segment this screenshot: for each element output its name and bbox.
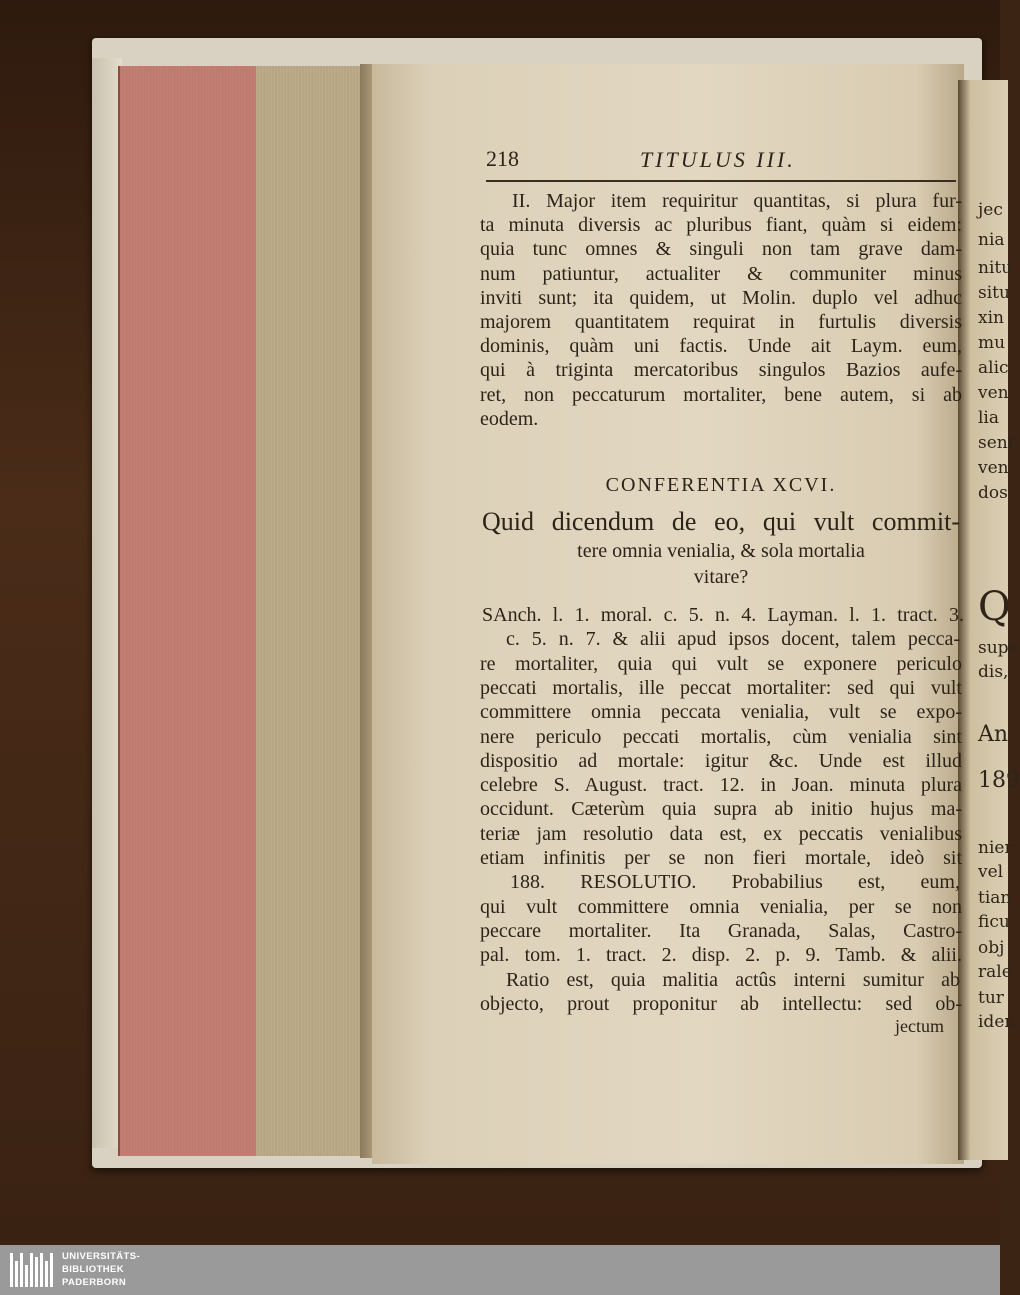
header-rule [486,180,956,182]
text-line: Ratio est, quia malitia actûs interni sumitur ab [506,968,960,991]
conference-heading: CONFERENTIA XCVI. [605,474,837,496]
text-line: eodem. [480,407,539,430]
question-title: tere omnia venialia, & sola mortalia [577,540,865,562]
text-line: quia tunc omnes & singuli non tam grave dam- [480,238,962,261]
logo-bar [50,1253,53,1287]
logo-bar [35,1257,38,1287]
logo-bar [25,1265,28,1287]
text-line: teriæ jam resolutio data est, ex peccatis venialibus [480,822,962,845]
right-page-text: obj [978,938,1005,958]
library-name-line-3: PADERBORN [62,1277,127,1288]
right-page-text: dos [978,483,1008,503]
logo-bar [30,1253,33,1287]
text-line: c. 5. n. 7. & alii apud ipsos docent, talem pecca- [506,628,960,651]
right-page-text: nier [978,838,1013,858]
right-page-text: nitu [978,258,1013,278]
right-page-fragment [958,80,1020,1160]
text-line: re mortaliter, quia qui vult se exponere periculo [480,652,962,675]
page-block-red-edge [118,66,260,1156]
text-line: dominis, quàm uni factis. Unde ait Laym. eum, [480,335,962,358]
right-page-text: alic [978,358,1009,378]
right-page-text: Q [978,584,1011,630]
text-line: 188. RESOLUTIO. Probabilius est, eum, [510,871,960,894]
logo-bar [20,1253,23,1287]
text-line: peccati mortalis, ille peccat mortaliter: sed qui vult [480,676,962,699]
text-line: celebre S. August. tract. 12. in Joan. minuta plura [480,774,962,797]
right-page-text: ficu [978,912,1010,932]
text-line: etiam infinitis per se non fieri mortale, ideò sit [480,847,962,869]
right-page-text: tian [978,888,1012,908]
text-line: majorem quantitatem requirat in furtulis diversis [480,311,962,333]
running-title: TITULUS III. [640,147,796,172]
text-line: qui à triginta mercatoribus singulos Bazios aufe- [480,359,962,382]
text-line: objecto, prout proponitur ab intellectu: sed ob- [480,992,962,1015]
text-line: nere periculo peccati mortalis, cùm venialia sint [480,725,962,748]
right-page-text: sent [978,433,1015,453]
right-page-text: situ [978,283,1010,303]
page-block-edge [256,66,364,1156]
page-number: 218 [486,146,519,171]
right-page-text: 189 [978,768,1020,793]
text-line: pal. tom. 1. tract. 2. disp. 2. p. 9. Tamb. & alii. [480,944,962,967]
text-line: occidunt. Cæterùm quia supra ab initio hujus ma- [480,798,962,821]
text-line: SAnch. l. 1. moral. c. 5. n. 4. Layman. l. 1. tract. 3. [482,604,964,626]
right-page-text: vel [978,862,1004,882]
logo-bar [40,1253,43,1287]
text-line: dispositio ad mortale: igitur &c. Unde est illud [480,749,962,772]
text-line: peccare mortaliter. Ita Granada, Salas, Castro- [480,919,962,942]
catchword: jectum [895,1016,944,1036]
right-page-text: rale [978,962,1012,982]
library-name-line-2: BIBLIOTHEK [62,1264,125,1275]
question-title: vitare? [693,566,749,588]
right-page-text: tur [978,988,1004,1008]
text-line: qui vult committere omnia venialia, per se non [480,895,962,918]
text-line: committere omnia peccata venialia, vult se expo- [480,701,962,724]
right-page-text: An [978,722,1009,747]
right-page-text: supe [978,638,1019,658]
right-page-text: ven [978,383,1009,403]
text-line: inviti sunt; ita quidem, ut Molin. duplo vel adhuc [480,286,962,309]
logo-bar [10,1253,13,1287]
text-line: ret, non peccaturum mortaliter, bene autem, si ab [480,383,962,406]
right-page-text: dis, [978,662,1009,682]
library-footer [0,1245,1000,1295]
right-page-text: mu [978,333,1006,353]
right-page-text: jec [978,200,1003,220]
right-page-text: ven [978,458,1009,478]
library-name-line-1: UNIVERSITÄTS- [62,1251,141,1262]
right-page-text: lia [978,408,1000,428]
text-line: ta minuta diversis ac pluribus fiant, quàm si eidem: [480,214,962,237]
right-page-text: xin [978,308,1004,328]
logo-bar [15,1261,18,1287]
logo-bar [45,1261,48,1287]
text-line: II. Major item requiritur quantitas, si plura fur- [512,190,962,212]
text-line: num patiuntur, actualiter & communiter minus [480,262,962,285]
right-page-text: iden [978,1012,1016,1032]
right-page-text: nia [978,230,1005,250]
question-title: Quid dicendum de eo, qui vult commit- [482,507,960,536]
